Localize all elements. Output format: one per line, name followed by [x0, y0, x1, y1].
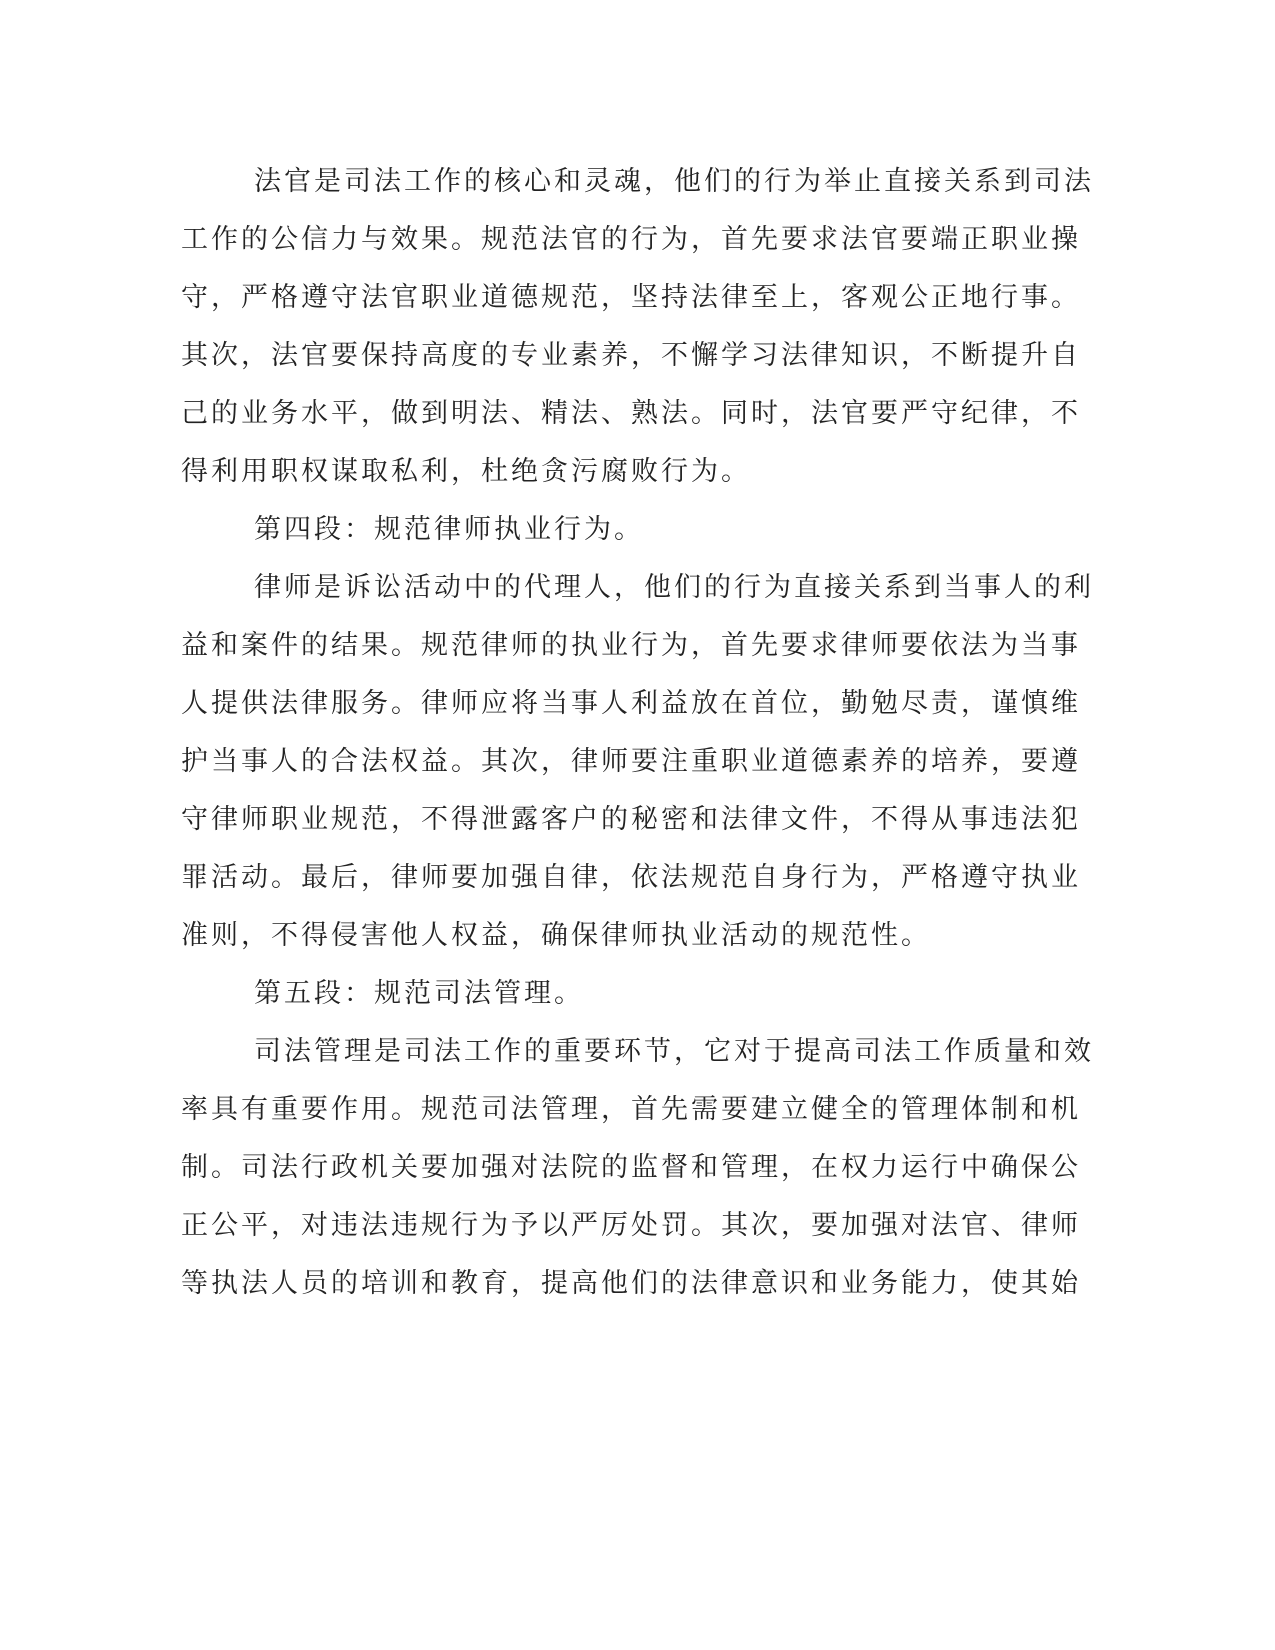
text-line: 率具有重要作用。规范司法管理，首先需要建立健全的管理体制和机 [181, 1094, 1081, 1125]
text-line: 工作的公信力与效果。规范法官的行为，首先要求法官要端正职业操 [181, 224, 1081, 255]
text-line: 准则，不得侵害他人权益，确保律师执业活动的规范性。 [181, 920, 931, 951]
text-line: 守，严格遵守法官职业道德规范，坚持法律至上，客观公正地行事。 [181, 282, 1081, 313]
text-line: 人提供法律服务。律师应将当事人利益放在首位，勤勉尽责，谨慎维 [181, 688, 1081, 719]
text-line: 罪活动。最后，律师要加强自律，依法规范自身行为，严格遵守执业 [181, 862, 1081, 893]
text-line: 其次，法官要保持高度的专业素养，不懈学习法律知识，不断提升自 [181, 340, 1081, 371]
text-line: 律师是诉讼活动中的代理人，他们的行为直接关系到当事人的利 [254, 572, 1094, 603]
text-line: 制。司法行政机关要加强对法院的监督和管理，在权力运行中确保公 [181, 1152, 1081, 1183]
section-heading: 第五段：规范司法管理。 [254, 978, 584, 1009]
text-line: 司法管理是司法工作的重要环节，它对于提高司法工作质量和效 [254, 1036, 1094, 1067]
section-heading: 第四段：规范律师执业行为。 [254, 514, 644, 545]
text-line: 等执法人员的培训和教育，提高他们的法律意识和业务能力，使其始 [181, 1268, 1081, 1299]
text-line: 益和案件的结果。规范律师的执业行为，首先要求律师要依法为当事 [181, 630, 1081, 661]
text-line: 己的业务水平，做到明法、精法、熟法。同时，法官要严守纪律，不 [181, 398, 1081, 429]
text-line: 正公平，对违法违规行为予以严厉处罚。其次，要加强对法官、律师 [181, 1210, 1081, 1241]
text-line: 法官是司法工作的核心和灵魂，他们的行为举止直接关系到司法 [254, 166, 1094, 197]
text-line: 护当事人的合法权益。其次，律师要注重职业道德素养的培养，要遵 [181, 746, 1081, 777]
text-line: 得利用职权谋取私利，杜绝贪污腐败行为。 [181, 456, 751, 487]
text-line: 守律师职业规范，不得泄露客户的秘密和法律文件，不得从事违法犯 [181, 804, 1081, 835]
